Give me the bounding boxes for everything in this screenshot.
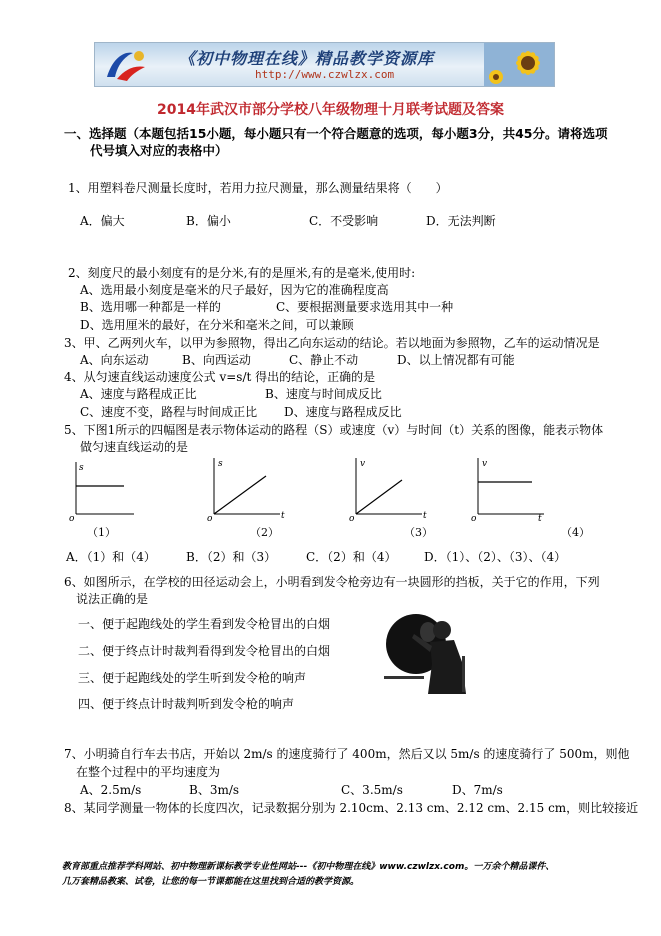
site-logo-icon bbox=[103, 47, 149, 83]
footer-line-2: 几万套精品教案、试卷，让您的每一节课都能在这里找到合适的教学资源。 bbox=[62, 877, 360, 887]
q7-option-a: A、2.5m/s bbox=[80, 783, 142, 797]
q6-stem-line2: 说法正确的是 bbox=[76, 592, 149, 606]
q7-stem-line2: 在整个过程中的平均速度为 bbox=[76, 765, 221, 779]
q3-option-b: B、向西运动 bbox=[182, 353, 251, 367]
q2-option-c: C、要根据测量要求选用其中一种 bbox=[276, 300, 454, 314]
q4-option-d: D、速度与路程成反比 bbox=[284, 405, 402, 419]
graph-2-axis-s: s bbox=[218, 459, 223, 469]
q6-option-2: 二、便于终点计时裁判看得到发令枪冒出的白烟 bbox=[78, 644, 331, 658]
q5-option-d: D．（1）、（2）、（3）、（4） bbox=[424, 550, 567, 564]
q7-option-c: C、3.5m/s bbox=[341, 783, 403, 797]
graph-1-axis-s: s bbox=[79, 463, 84, 473]
section-heading-line1: 一、选择题（本题包括15小题，每小题只有一个符合题意的选项，每小题3分，共45分。请将选项 bbox=[64, 126, 608, 141]
graph-3-label: （3） bbox=[404, 526, 433, 539]
graph-1-origin: o bbox=[69, 514, 75, 524]
footer-line-1: 教育部重点推荐学科网站、初中物理新课标教学专业性网站---《初中物理在线》www.czwlzx.com。一万余个精品课件、 bbox=[62, 862, 555, 872]
q3-option-d: D、以上情况都有可能 bbox=[397, 353, 515, 367]
page-footer bbox=[62, 860, 554, 890]
q4-option-a: A、速度与路程成正比 bbox=[80, 387, 197, 401]
graph-4-axis-v: v bbox=[482, 459, 488, 469]
q6-option-3: 三、便于起跑线处的学生听到发令枪的响声 bbox=[78, 671, 307, 685]
graph-3-origin: o bbox=[349, 514, 355, 524]
graph-2-label: （2） bbox=[250, 526, 279, 539]
banner-title: 《初中物理在线》精品教学资源库 bbox=[179, 49, 435, 68]
q1-option-a: A．偏大 bbox=[80, 214, 125, 228]
q4-option-b: B、速度与时间成反比 bbox=[265, 387, 382, 401]
graph-2-s-t-rising bbox=[204, 454, 290, 524]
banner-url[interactable]: http://www.czwlzx.com bbox=[255, 68, 395, 81]
graph-1-label: （1） bbox=[87, 526, 116, 539]
q5-option-b: B．（2）和（3） bbox=[186, 550, 277, 564]
q1-option-d: D．无法判断 bbox=[426, 214, 496, 228]
q5-option-c: C．（2）和（4） bbox=[306, 550, 397, 564]
sunflower-icon bbox=[484, 43, 554, 86]
q1-option-b: B．偏小 bbox=[186, 214, 231, 228]
q7-stem-line1: 7、小明骑自行车去书店，开始以 2m/s 的速度骑行了 400m，然后又以 5m/s 的速度骑行了 500m，则他 bbox=[64, 747, 630, 761]
q3-stem: 3、甲、乙两列火车，以甲为参照物，得出乙向东运动的结论。若以地面为参照物，乙车的运动情况是 bbox=[64, 336, 600, 350]
q2-stem: 2、刻度尺的最小刻度有的是分米,有的是厘米,有的是毫米,使用时: bbox=[68, 266, 416, 280]
graph-4-v-t-constant bbox=[468, 454, 554, 524]
starting-gun-board-image bbox=[384, 612, 480, 694]
graph-2-origin: o bbox=[207, 514, 213, 524]
graph-4-label: （4） bbox=[561, 526, 590, 539]
q1-option-c: C．不受影响 bbox=[309, 214, 379, 228]
q8-stem: 8、某同学测量一物体的长度四次，记录数据分别为 2.10cm、2.13 cm、2.12 cm、2.15 cm，则比较接近 bbox=[64, 801, 639, 815]
graph-3-v-t-rising bbox=[346, 454, 432, 524]
q5-option-a: A．（1）和（4） bbox=[66, 550, 156, 564]
q6-option-1: 一、便于起跑线处的学生看到发令枪冒出的白烟 bbox=[78, 617, 331, 631]
site-banner bbox=[94, 42, 555, 87]
graph-3-axis-v: v bbox=[360, 459, 366, 469]
q6-stem-line1: 6、如图所示，在学校的田径运动会上，小明看到发令枪旁边有一块圆形的挡板，关于它的作用，下列 bbox=[64, 575, 600, 589]
q5-stem-line1: 5、下图1所示的四幅图是表示物体运动的路程（S）或速度（v）与时间（t）关系的图像，能表示物体 bbox=[64, 423, 604, 437]
q2-option-b: B、选用哪一种都是一样的 bbox=[80, 300, 221, 314]
graph-2-axis-t: t bbox=[281, 511, 285, 521]
graph-3-axis-t: t bbox=[423, 511, 427, 521]
q2-option-d: D、选用厘米的最好，在分米和毫米之间，可以兼顾 bbox=[80, 318, 354, 332]
q5-stem-line2: 做匀速直线运动的是 bbox=[80, 440, 189, 454]
q3-option-c: C、静止不动 bbox=[289, 353, 359, 367]
graph-4-origin: o bbox=[471, 514, 477, 524]
q7-option-b: B、3m/s bbox=[189, 783, 240, 797]
q6-option-4: 四、便于终点计时裁判听到发令枪的响声 bbox=[78, 697, 295, 711]
q4-option-c: C、速度不变，路程与时间成正比 bbox=[80, 405, 258, 419]
q3-option-a: A、向东运动 bbox=[80, 353, 149, 367]
page-title: 2014年武汉市部分学校八年级物理十月联考试题及答案 bbox=[157, 102, 504, 118]
q7-option-d: D、7m/s bbox=[452, 783, 503, 797]
q2-option-a: A、选用最小刻度是毫米的尺子最好，因为它的准确程度高 bbox=[80, 283, 389, 297]
graph-1-s-t-constant bbox=[66, 458, 136, 524]
graph-4-axis-t: t bbox=[538, 514, 542, 524]
section-heading-line2: 代号填入对应的表格中） bbox=[90, 143, 228, 158]
q4-stem: 4、从匀速直线运动速度公式 v=s/t 得出的结论，正确的是 bbox=[64, 370, 376, 384]
q1-stem: 1、用塑料卷尺测量长度时，若用力拉尺测量，那么测量结果将（ ） bbox=[68, 181, 448, 195]
